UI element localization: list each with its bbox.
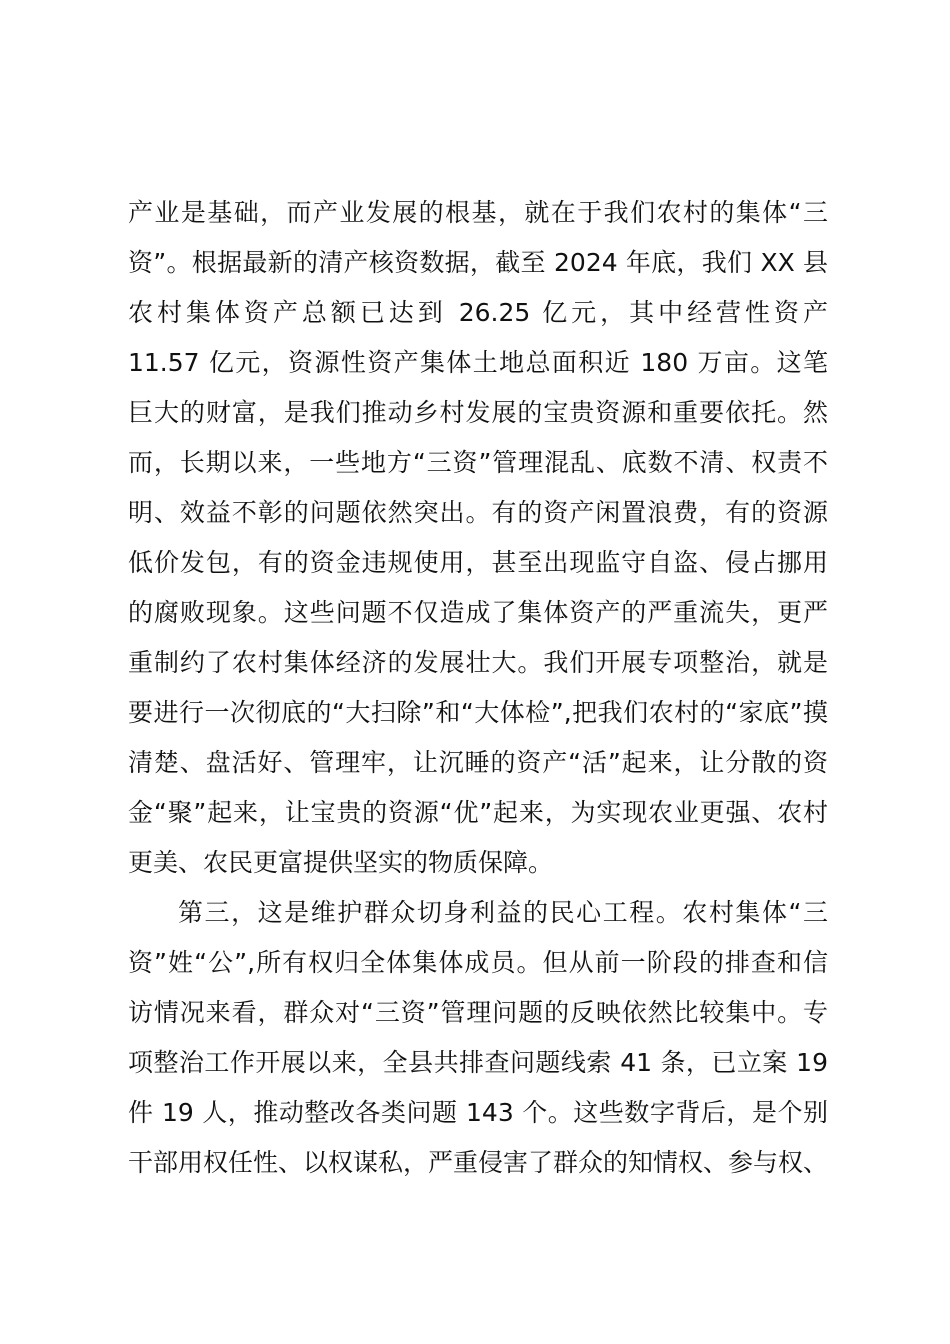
paragraph-line: 项整治工作开展以来，全县共排查问题线索 41 条，已立案 19 bbox=[128, 1048, 828, 1077]
paragraph-line: 农村集体资产总额已达到 26.25 亿元，其中经营性资产 bbox=[128, 298, 828, 327]
paragraph-line: 件 19 人，推动整改各类问题 143 个。这些数字背后，是个别 bbox=[128, 1098, 828, 1127]
paragraph-line: 资”。根据最新的清产核资数据，截至 2024 年底，我们 XX 县 bbox=[128, 248, 828, 277]
paragraph-line: 低价发包，有的资金违规使用，甚至出现监守自盗、侵占挪用 bbox=[128, 548, 828, 577]
paragraph-line: 的腐败现象。这些问题不仅造成了集体资产的严重流失，更严 bbox=[128, 598, 828, 627]
paragraph-line: 干部用权任性、以权谋私，严重侵害了群众的知情权、参与权、 bbox=[128, 1148, 829, 1177]
paragraph-line: 明、效益不彰的问题依然突出。有的资产闲置浪费，有的资源 bbox=[128, 498, 828, 527]
document-body bbox=[128, 188, 828, 1188]
paragraph-line: 巨大的财富，是我们推动乡村发展的宝贵资源和重要依托。然 bbox=[128, 398, 828, 427]
paragraph-line: 第三，这是维护群众切身利益的民心工程。农村集体“三 bbox=[178, 898, 828, 927]
paragraph-line: 产业是基础，而产业发展的根基，就在于我们农村的集体“三 bbox=[128, 198, 828, 227]
paragraph-line: 资”姓“公”,所有权归全体集体成员。但从前一阶段的排查和信 bbox=[128, 948, 828, 977]
paragraph-line: 金“聚”起来，让宝贵的资源“优”起来，为实现农业更强、农村 bbox=[128, 798, 828, 827]
paragraph-line: 访情况来看，群众对“三资”管理问题的反映依然比较集中。专 bbox=[128, 998, 828, 1027]
paragraph-line: 11.57 亿元，资源性资产集体土地总面积近 180 万亩。这笔 bbox=[128, 348, 828, 377]
paragraph-1 bbox=[128, 188, 828, 888]
paragraph-line: 清楚、盘活好、管理牢，让沉睡的资产“活”起来，让分散的资 bbox=[128, 748, 828, 777]
paragraph-line: 重制约了农村集体经济的发展壮大。我们开展专项整治，就是 bbox=[128, 648, 828, 677]
paragraph-line: 而，长期以来，一些地方“三资”管理混乱、底数不清、权责不 bbox=[128, 448, 828, 477]
paragraph-line: 更美、农民更富提供坚实的物质保障。 bbox=[128, 848, 554, 877]
paragraph-2 bbox=[128, 888, 828, 1188]
paragraph-line: 要进行一次彻底的“大扫除”和“大体检”,把我们农村的“家底”摸 bbox=[128, 698, 828, 727]
